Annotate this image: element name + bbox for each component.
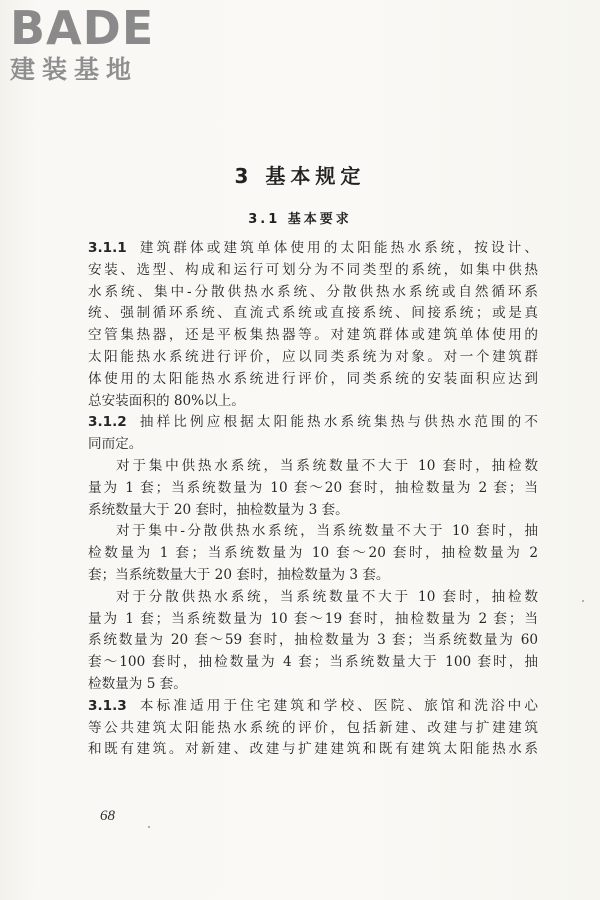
text-line: 太阳能热水系统进行评价，应以同类系统为对象。对一个建筑群	[88, 348, 538, 365]
text-line: 套～100 套时，抽检数量为 4 套；当系统数量大于 100 套时，抽	[88, 654, 538, 671]
text-line: 空管集热器，还是平板集热器等。对建筑群体或建筑单体使用的	[88, 327, 538, 344]
chapter-title: 3 基本规定	[234, 164, 366, 188]
text-line: 套；当系统数量大于 20 套时，抽检数量为 3 套。	[88, 566, 390, 583]
text-line: 对于集中-分散供热水系统，当系统数量不大于 10 套时，抽	[116, 523, 538, 540]
text-line: 和既有建筑。对新建、改建与扩建建筑和既有建筑太阳能热水系	[88, 741, 538, 758]
text-line: 同而定。	[88, 436, 143, 453]
text-line: 系统数量为 20 套～59 套时，抽检数量为 3 套；当系统数量为 60	[88, 632, 538, 649]
text-line: 系统数量大于 20 套时，抽检数量为 3 套。	[88, 501, 349, 518]
text-line: 抽样比例应根据太阳能热水系统集热与供热水范围的不	[136, 414, 538, 431]
text-line: 总安装面积的 80%以上。	[88, 392, 245, 409]
text-line: 建筑群体或建筑单体使用的太阳能热水系统，按设计、	[136, 240, 538, 256]
page-number: 68	[100, 808, 115, 824]
clause-number: 3.1.2	[88, 414, 127, 431]
text-line: 对于分散供热水系统，当系统数量不大于 10 套时，抽检数	[116, 588, 538, 605]
logo	[10, 1, 180, 85]
text-line: 量为 1 套；当系统数量为 10 套～19 套时，抽检数量为 2 套；当	[88, 610, 538, 627]
text-line: 量为 1 套；当系统数量为 10 套～20 套时，抽检数量为 2 套；当	[88, 479, 538, 496]
clause-first-line	[88, 412, 538, 434]
text-line: 检数量为 5 套。	[88, 675, 187, 692]
text-line: 体使用的太阳能热水系统进行评价，同类系统的安装面积应达到	[88, 370, 538, 387]
body-text	[88, 238, 538, 761]
clause-number: 3.1.3	[88, 697, 127, 714]
logo-mark: BADE	[10, 1, 155, 55]
text-line: 对于集中供热水系统，当系统数量不大于 10 套时，抽检数	[116, 457, 538, 474]
scan-speck	[148, 826, 150, 828]
text-line: 本标准适用于住宅建筑和学校、医院、旅馆和洗浴中心	[136, 697, 538, 714]
section-title: 3.1 基本要求	[248, 212, 352, 227]
clause-first-line	[88, 238, 538, 260]
text-line: 等公共建筑太阳能热水系统的评价，包括新建、改建与扩建建筑	[88, 719, 538, 736]
clause-number: 3.1.1	[88, 240, 127, 256]
clause-first-line	[88, 696, 538, 718]
text-line: 水系统、集中-分散供热水系统、分散供热水系统或自然循环系	[88, 283, 538, 300]
logo-subtitle: 建装基地	[10, 55, 139, 84]
text-line: 检数量为 1 套；当系统数量为 10 套～20 套时，抽检数量为 2	[88, 545, 538, 562]
text-line: 统、强制循环系统、直流式系统或直接系统、间接系统；或是真	[88, 305, 538, 322]
scan-speck	[582, 600, 584, 602]
text-line: 安装、选型、构成和运行可划分为不同类型的系统，如集中供热	[88, 261, 538, 278]
